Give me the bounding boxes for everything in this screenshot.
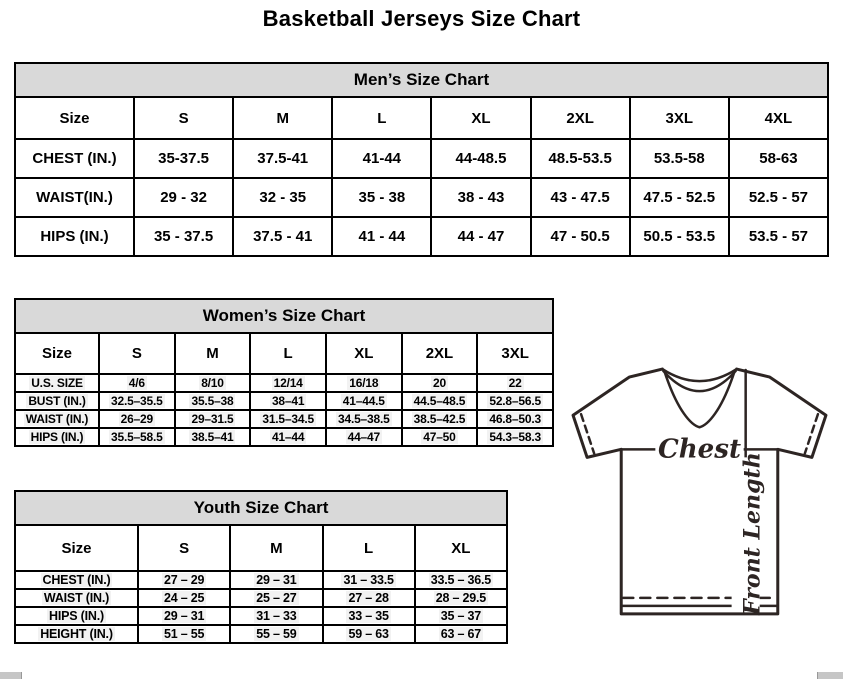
youth-col-header: XL [415, 525, 507, 571]
womens-cell: 29–31.5 [175, 410, 251, 428]
womens-cell: 34.5–38.5 [326, 410, 402, 428]
mens-col-header: Size [15, 97, 134, 139]
womens-cell: 44–47 [326, 428, 402, 446]
mens-cell: 37.5 - 41 [233, 217, 332, 256]
mens-cell: 41-44 [332, 139, 431, 178]
womens-col-header: S [99, 333, 175, 374]
table-row [15, 428, 553, 446]
jersey-outline [573, 369, 826, 614]
womens-cell: 38–41 [250, 392, 326, 410]
womens-row-label: HIPS (IN.) [15, 428, 99, 446]
womens-cell: 54.3–58.3 [477, 428, 553, 446]
mens-cell: 37.5-41 [233, 139, 332, 178]
table-row [15, 217, 828, 256]
table-row [15, 625, 507, 643]
womens-col-header: 3XL [477, 333, 553, 374]
womens-cell: 38.5–42.5 [402, 410, 478, 428]
womens-cell: 31.5–34.5 [250, 410, 326, 428]
mens-col-header: 4XL [729, 97, 828, 139]
mens-row-label: WAIST(IN.) [15, 178, 134, 217]
womens-cell: 44.5–48.5 [402, 392, 478, 410]
youth-table-title: Youth Size Chart [15, 491, 507, 525]
womens-table-title: Women’s Size Chart [15, 299, 553, 333]
womens-row-label: U.S. SIZE [15, 374, 99, 392]
womens-col-header: M [175, 333, 251, 374]
mens-cell: 35 - 37.5 [134, 217, 233, 256]
womens-cell: 52.8–56.5 [477, 392, 553, 410]
womens-col-header: XL [326, 333, 402, 374]
youth-cell: 25 – 27 [230, 589, 322, 607]
youth-cell: 63 – 67 [415, 625, 507, 643]
womens-col-header: L [250, 333, 326, 374]
table-row [15, 589, 507, 607]
mens-col-header: XL [431, 97, 530, 139]
youth-row-label: CHEST (IN.) [15, 571, 138, 589]
table-row [15, 374, 553, 392]
youth-cell: 59 – 63 [323, 625, 415, 643]
mens-col-header: M [233, 97, 332, 139]
youth-cell: 27 – 28 [323, 589, 415, 607]
youth-col-header: L [323, 525, 415, 571]
mens-cell: 48.5-53.5 [531, 139, 630, 178]
mens-cell: 35 - 38 [332, 178, 431, 217]
youth-cell: 35 – 37 [415, 607, 507, 625]
youth-cell: 27 – 29 [138, 571, 230, 589]
chest-label: Chest [657, 434, 742, 465]
youth-cell: 28 – 29.5 [415, 589, 507, 607]
mens-row-label: CHEST (IN.) [15, 139, 134, 178]
mens-size-table [14, 62, 829, 257]
youth-row-label: HEIGHT (IN.) [15, 625, 138, 643]
youth-cell: 24 – 25 [138, 589, 230, 607]
collar-vneck-curve [664, 371, 734, 427]
mens-cell: 44-48.5 [431, 139, 530, 178]
womens-cell: 12/14 [250, 374, 326, 392]
womens-row-label: BUST (IN.) [15, 392, 99, 410]
mens-row-label: HIPS (IN.) [15, 217, 134, 256]
womens-cell: 35.5–38 [175, 392, 251, 410]
womens-size-table [14, 298, 554, 447]
table-row [15, 139, 828, 178]
mens-cell: 32 - 35 [233, 178, 332, 217]
mens-cell: 41 - 44 [332, 217, 431, 256]
youth-col-header: S [138, 525, 230, 571]
womens-cell: 35.5–58.5 [99, 428, 175, 446]
youth-cell: 33 – 35 [323, 607, 415, 625]
mens-cell: 52.5 - 57 [729, 178, 828, 217]
table-row [15, 410, 553, 428]
mens-cell: 29 - 32 [134, 178, 233, 217]
mens-cell: 47 - 50.5 [531, 217, 630, 256]
youth-size-table [14, 490, 508, 644]
youth-cell: 29 – 31 [138, 607, 230, 625]
youth-row-label: HIPS (IN.) [15, 607, 138, 625]
youth-cell: 29 – 31 [230, 571, 322, 589]
womens-row-label: WAIST (IN.) [15, 410, 99, 428]
mens-cell: 53.5-58 [630, 139, 729, 178]
jersey-measurement-diagram [559, 357, 840, 630]
youth-col-header: Size [15, 525, 138, 571]
youth-row-label: WAIST (IN.) [15, 589, 138, 607]
womens-cell: 41–44 [250, 428, 326, 446]
horizontal-scrollbar-left-fragment[interactable] [0, 672, 22, 679]
youth-cell: 31 – 33 [230, 607, 322, 625]
womens-col-header: Size [15, 333, 99, 374]
table-row [15, 392, 553, 410]
youth-col-header: M [230, 525, 322, 571]
table-row [15, 607, 507, 625]
mens-cell: 44 - 47 [431, 217, 530, 256]
mens-col-header: S [134, 97, 233, 139]
womens-cell: 16/18 [326, 374, 402, 392]
page-title: Basketball Jerseys Size Chart [262, 6, 581, 31]
womens-cell: 46.8–50.3 [477, 410, 553, 428]
mens-cell: 47.5 - 52.5 [630, 178, 729, 217]
youth-cell: 31 – 33.5 [323, 571, 415, 589]
womens-cell: 8/10 [175, 374, 251, 392]
womens-cell: 47–50 [402, 428, 478, 446]
horizontal-scrollbar-right-fragment[interactable] [817, 672, 843, 679]
womens-cell: 26–29 [99, 410, 175, 428]
womens-cell: 22 [477, 374, 553, 392]
youth-cell: 33.5 – 36.5 [415, 571, 507, 589]
youth-cell: 55 – 59 [230, 625, 322, 643]
womens-cell: 41–44.5 [326, 392, 402, 410]
youth-cell: 51 – 55 [138, 625, 230, 643]
womens-cell: 32.5–35.5 [99, 392, 175, 410]
mens-cell: 58-63 [729, 139, 828, 178]
womens-col-header: 2XL [402, 333, 478, 374]
table-row [15, 571, 507, 589]
front-length-label: Front Length [739, 452, 766, 616]
mens-col-header: 2XL [531, 97, 630, 139]
womens-cell: 20 [402, 374, 478, 392]
mens-col-header: 3XL [630, 97, 729, 139]
mens-col-header: L [332, 97, 431, 139]
mens-table-title: Men’s Size Chart [15, 63, 828, 97]
mens-cell: 53.5 - 57 [729, 217, 828, 256]
mens-cell: 38 - 43 [431, 178, 530, 217]
mens-cell: 43 - 47.5 [531, 178, 630, 217]
womens-cell: 4/6 [99, 374, 175, 392]
table-row [15, 178, 828, 217]
mens-cell: 35-37.5 [134, 139, 233, 178]
mens-cell: 50.5 - 53.5 [630, 217, 729, 256]
womens-cell: 38.5–41 [175, 428, 251, 446]
